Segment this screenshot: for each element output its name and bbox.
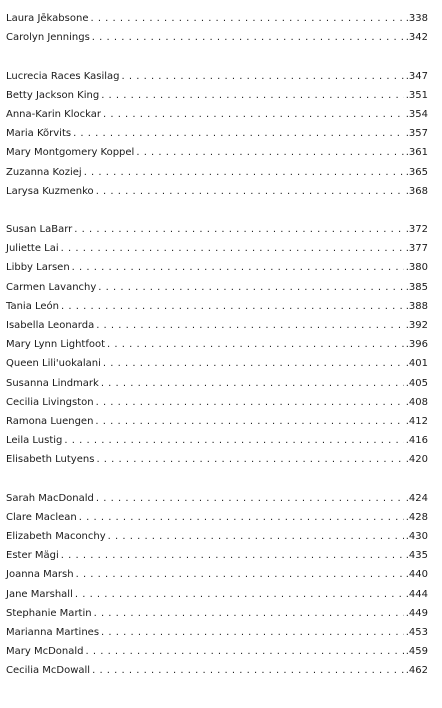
entry-page-number: .424: [405, 492, 428, 504]
toc-entry[interactable]: [6, 623, 428, 642]
entry-name: Betty Jackson King: [6, 89, 100, 101]
entry-name: Tania León: [6, 300, 60, 312]
entry-page-number: .428: [405, 511, 428, 523]
toc-group-k: [6, 67, 428, 201]
entry-page-number: .412: [405, 415, 428, 427]
dot-leader: [95, 412, 403, 431]
entry-name: Marianna Martines: [6, 627, 100, 638]
dot-leader: [75, 585, 404, 604]
toc-entry[interactable]: [6, 316, 428, 335]
entry-page-number: .388: [405, 300, 428, 312]
dot-leader: [84, 163, 404, 182]
entry-name: Mary Lynn Lightfoot: [6, 339, 106, 351]
entry-page-number: .357: [405, 128, 428, 140]
entry-page-number: .368: [405, 185, 428, 197]
entry-name: Mary McDonald: [6, 646, 84, 658]
entry-name: Susan LaBarr: [6, 224, 73, 236]
dot-leader: [61, 297, 404, 316]
dot-leader: [101, 86, 404, 105]
dot-leader: [96, 316, 404, 335]
entry-name: Mary Montgomery Koppel: [6, 147, 135, 159]
toc-group-j: [6, 9, 428, 47]
entry-page-number: .435: [405, 550, 428, 562]
toc-entry[interactable]: [6, 105, 428, 124]
toc-entry[interactable]: [6, 565, 428, 584]
toc-entry[interactable]: [6, 354, 428, 373]
entry-page-number: .338: [405, 13, 428, 24]
entry-name: Ramona Luengen: [6, 415, 94, 427]
entry-name: Laura Jēkabsone: [6, 13, 89, 24]
entry-page-number: .444: [405, 588, 428, 600]
toc-entry[interactable]: [6, 393, 428, 412]
entry-name: Ester Mägi: [6, 550, 59, 562]
dot-leader: [98, 278, 403, 297]
entry-page-number: .361: [405, 147, 428, 159]
dot-leader: [92, 661, 404, 680]
dot-leader: [79, 508, 404, 527]
entry-name: Lucrecia Races Kasilag: [6, 70, 120, 82]
entry-name: Queen Lili'uokalani: [6, 358, 101, 370]
toc-entry[interactable]: [6, 28, 428, 47]
dot-leader: [61, 546, 404, 565]
dot-leader: [96, 182, 404, 201]
dot-leader: [101, 623, 404, 642]
entry-page-number: .351: [405, 89, 428, 101]
entry-name: Carolyn Jennings: [6, 32, 90, 44]
entry-page-number: .342: [405, 32, 428, 44]
entry-page-number: .347: [405, 70, 428, 82]
toc-entry[interactable]: [6, 604, 428, 623]
entry-page-number: .354: [405, 108, 428, 120]
entry-name: Libby Larsen: [6, 262, 70, 274]
dot-leader: [64, 431, 403, 450]
dot-leader: [122, 67, 404, 86]
entry-page-number: .372: [405, 224, 428, 236]
toc-group-l: [6, 220, 428, 469]
dot-leader: [74, 220, 403, 239]
entry-page-number: .462: [405, 665, 428, 677]
toc-entry[interactable]: [6, 67, 428, 86]
toc-entry[interactable]: [6, 489, 428, 508]
dot-leader: [107, 335, 404, 354]
toc-entry[interactable]: [6, 374, 428, 393]
entry-name: Joanna Marsh: [6, 569, 74, 581]
toc-entry[interactable]: [6, 86, 428, 105]
dot-leader: [61, 239, 404, 258]
entry-name: Carmen Lavanchy: [6, 281, 97, 293]
toc-entry[interactable]: [6, 124, 428, 143]
entry-page-number: .365: [405, 166, 428, 178]
entry-name: Stephanie Martin: [6, 607, 92, 619]
entry-name: Sarah MacDonald: [6, 492, 94, 504]
entry-page-number: .385: [405, 281, 428, 293]
entry-name: Elizabeth Maconchy: [6, 531, 106, 543]
entry-page-number: .396: [405, 339, 428, 351]
dot-leader: [90, 9, 403, 28]
toc-entry[interactable]: [6, 163, 428, 182]
table-of-contents: [6, 9, 428, 681]
toc-entry[interactable]: [6, 297, 428, 316]
entry-page-number: .453: [405, 627, 428, 638]
toc-entry[interactable]: [6, 278, 428, 297]
entry-name: Isabella Leonarda: [6, 320, 95, 331]
toc-entry[interactable]: [6, 508, 428, 527]
toc-entry[interactable]: [6, 9, 428, 28]
entry-page-number: .401: [405, 358, 428, 370]
toc-entry[interactable]: [6, 642, 428, 661]
toc-group-m: [6, 489, 428, 681]
entry-name: Susanna Lindmark: [6, 377, 99, 389]
entry-name: Jane Marshall: [6, 588, 73, 600]
dot-leader: [96, 489, 404, 508]
toc-entry[interactable]: [6, 431, 428, 450]
entry-page-number: .380: [405, 262, 428, 274]
entry-page-number: .392: [405, 320, 428, 331]
toc-entry[interactable]: [6, 182, 428, 201]
entry-page-number: .416: [405, 435, 428, 447]
dot-leader: [86, 642, 404, 661]
entry-name: Leila Lustig: [6, 435, 63, 447]
toc-entry[interactable]: [6, 585, 428, 604]
dot-leader: [72, 258, 404, 277]
dot-leader: [92, 28, 404, 47]
toc-entry[interactable]: [6, 335, 428, 354]
dot-leader: [73, 124, 404, 143]
toc-entry[interactable]: [6, 661, 428, 680]
entry-name: Anna-Karin Klockar: [6, 108, 101, 120]
entry-page-number: .405: [405, 377, 428, 389]
dot-leader: [96, 450, 403, 469]
toc-entry[interactable]: [6, 527, 428, 546]
entry-page-number: .420: [405, 454, 428, 466]
dot-leader: [96, 393, 404, 412]
entry-page-number: .459: [405, 646, 428, 658]
entry-page-number: .377: [405, 243, 428, 255]
entry-name: Maria Kõrvits: [6, 128, 72, 140]
entry-page-number: .440: [405, 569, 428, 581]
entry-name: Larysa Kuzmenko: [6, 185, 94, 197]
entry-page-number: .449: [405, 607, 428, 619]
dot-leader: [103, 105, 404, 124]
toc-entry[interactable]: [6, 258, 428, 277]
entry-name: Juliette Lai: [6, 243, 59, 255]
toc-entry[interactable]: [6, 143, 428, 162]
dot-leader: [103, 354, 404, 373]
toc-entry[interactable]: [6, 450, 428, 469]
entry-page-number: .430: [405, 531, 428, 543]
entry-name: Cecilia Livingston: [6, 396, 94, 408]
entry-name: Zuzanna Koziej: [6, 166, 82, 178]
toc-entry[interactable]: [6, 546, 428, 565]
toc-entry[interactable]: [6, 239, 428, 258]
entry-page-number: .408: [405, 396, 428, 408]
dot-leader: [94, 604, 404, 623]
dot-leader: [76, 565, 404, 584]
toc-entry[interactable]: [6, 220, 428, 239]
entry-name: Cecilia McDowall: [6, 665, 91, 677]
dot-leader: [101, 374, 404, 393]
entry-name: Clare Maclean: [6, 511, 77, 523]
dot-leader: [108, 527, 404, 546]
dot-leader: [136, 143, 403, 162]
toc-entry[interactable]: [6, 412, 428, 431]
entry-name: Elisabeth Lutyens: [6, 454, 95, 466]
